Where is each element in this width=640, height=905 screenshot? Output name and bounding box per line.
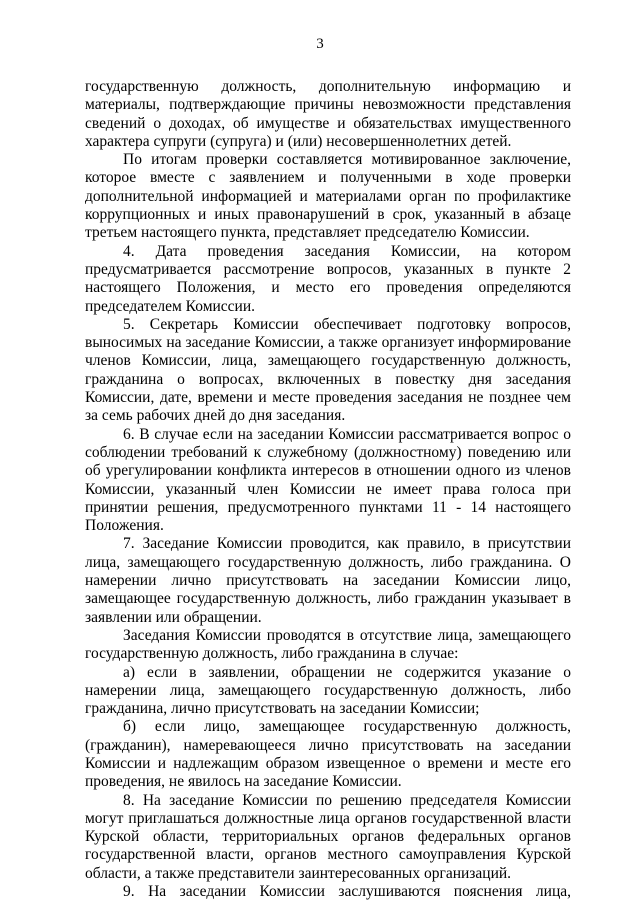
paragraph: 8. На заседание Комиссии по решению председателя Комиссии могут приглашаться должностные лица органов государственной власти Курской области, территориальных органов федеральных органов государственной власти, органов местного самоуправления Курской области, а также представители заинтересованных организаций. bbox=[85, 791, 571, 882]
paragraph: 5. Секретарь Комиссии обеспечивает подготовку вопросов, выносимых на заседание Комиссии, а также организует информирование членов Комиссии, лица, замещающего государственную должность, гражданина о вопросах, включенных в повестку дня заседания Комиссии, дате, времени и месте проведения заседания не позднее чем за семь рабочих дней до дня заседания. bbox=[85, 315, 571, 425]
document-body bbox=[85, 78, 571, 901]
paragraph: б) если лицо, замещающее государственную должность, (гражданин), намеревающееся лично присутствовать на заседании Комиссии и надлежащим образом извещенное о времени и месте его проведения, не явилось на заседание Комиссии. bbox=[85, 718, 571, 791]
paragraph: 7. Заседание Комиссии проводится, как правило, в присутствии лица, замещающего государственную должность, либо гражданина. О намерении лично присутствовать на заседании Комиссии лицо, замещающее государственную должность, либо гражданин указывает в заявлении или обращении. bbox=[85, 535, 571, 626]
paragraph: Заседания Комиссии проводятся в отсутствие лица, замещающего государственную должность, либо гражданина в случае: bbox=[85, 626, 571, 663]
paragraph: 6. В случае если на заседании Комиссии рассматривается вопрос о соблюдении требований к служебному (должностному) поведению или об урегулировании конфликта интересов в отношении одного из членов Комиссии, указанный член Комиссии не имеет права голоса при принятии решения, предусмотренного пунктами 11 - 14 настоящего Положения. bbox=[85, 425, 571, 535]
paragraph: По итогам проверки составляется мотивированное заключение, которое вместе с заявлением и полученными в ходе проверки дополнительной информацией и материалами орган по профилактике коррупционных и иных правонарушений в срок, указанный в абзаце третьем настоящего пункта, представляет председателю Комиссии. bbox=[85, 151, 571, 242]
paragraph: 4. Дата проведения заседания Комиссии, на котором предусматривается рассмотрение вопросов, указанных в пункте 2 настоящего Положения, и место его проведения определяются председателем Комиссии. bbox=[85, 242, 571, 315]
paragraph: 9. На заседании Комиссии заслушиваются пояснения лица, bbox=[123, 883, 571, 901]
paragraph: государственную должность, дополнительную информацию и материалы, подтверждающие причины невозможности представления сведений о доходах, об имуществе и обязательствах имущественного характера супруги (супруга) и (или) несовершеннолетних детей. bbox=[85, 78, 571, 150]
paragraph: а) если в заявлении, обращении не содержится указание о намерении лица, замещающего государственную должность, либо гражданина, лично присутствовать на заседании Комиссии; bbox=[85, 663, 571, 718]
page-number: 3 bbox=[316, 36, 324, 52]
